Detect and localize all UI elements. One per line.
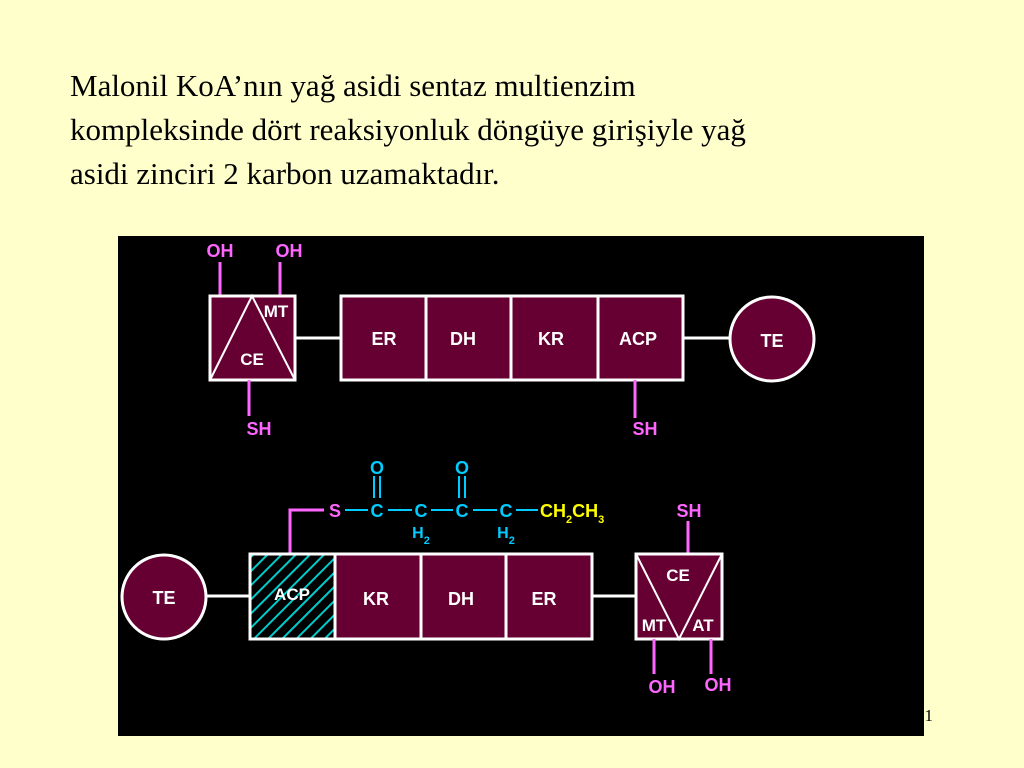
bottom-at-label: AT xyxy=(692,616,714,635)
chain-tail-sub2: 2 xyxy=(566,514,573,526)
chain-c1-label: C xyxy=(370,501,384,521)
chain-o1-label: O xyxy=(369,458,385,478)
chain-c2-h-sub: 2 xyxy=(423,535,430,547)
top-dh-label: DH xyxy=(450,329,476,349)
slide-text-line-3: asidi zinciri 2 karbon uzamaktadır. xyxy=(70,156,500,191)
chain-tail-ch: CH xyxy=(540,501,566,521)
top-mt-label: MT xyxy=(263,302,289,321)
chain-c4-label: C xyxy=(499,501,513,521)
top-oh-left-label: OH xyxy=(206,241,234,261)
bottom-er-label: ER xyxy=(531,589,557,609)
top-er-label: ER xyxy=(371,329,397,349)
chain-c2-h: H xyxy=(412,525,424,542)
chain-c4-h-label xyxy=(497,525,515,547)
fatty-acid-synthase-diagram xyxy=(118,236,924,736)
top-te-label: TE xyxy=(760,331,784,351)
top-ce-label: CE xyxy=(240,350,264,369)
top-sh-right-label: SH xyxy=(632,419,658,439)
chain-c2-h-label xyxy=(412,525,430,547)
top-oh-right-label: OH xyxy=(275,241,303,261)
bottom-oh-right-label: OH xyxy=(704,675,732,695)
top-acp-label: ACP xyxy=(618,329,658,349)
chain-tail-ch-2: CH xyxy=(572,501,599,521)
bottom-acp-label: ACP xyxy=(274,585,310,604)
chain-c4-h-sub: 2 xyxy=(508,535,515,547)
top-sh-left-label: SH xyxy=(246,419,272,439)
chain-c4-h: H xyxy=(497,525,509,542)
top-kr-label: KR xyxy=(538,329,564,349)
bottom-kr-label: KR xyxy=(363,589,389,609)
chain-o2-label: O xyxy=(454,458,470,478)
chain-acp-link xyxy=(290,510,324,554)
slide-text-line-2: kompleksinde dört reaksiyonluk döngüye girişiyle yağ xyxy=(70,112,746,147)
bottom-ce-label: CE xyxy=(666,566,690,585)
page-number: 21 xyxy=(916,706,933,725)
chain-c2-label: C xyxy=(414,501,428,521)
slide-text-line-1: Malonil KoA’nın yağ asidi sentaz multienzim xyxy=(70,68,636,103)
bottom-mt-label: MT xyxy=(641,616,667,635)
diagram-svg xyxy=(118,236,924,736)
bottom-sh-label: SH xyxy=(676,501,702,521)
bottom-dh-label: DH xyxy=(448,589,474,609)
slide-text xyxy=(70,64,970,196)
chain-tail-label xyxy=(540,501,604,526)
chain-tail-sub3: 3 xyxy=(598,514,605,526)
chain-s-label: S xyxy=(328,501,342,521)
chain-c3-label: C xyxy=(455,501,469,521)
bottom-oh-left-label: OH xyxy=(648,677,676,697)
bottom-te-label: TE xyxy=(152,588,176,608)
